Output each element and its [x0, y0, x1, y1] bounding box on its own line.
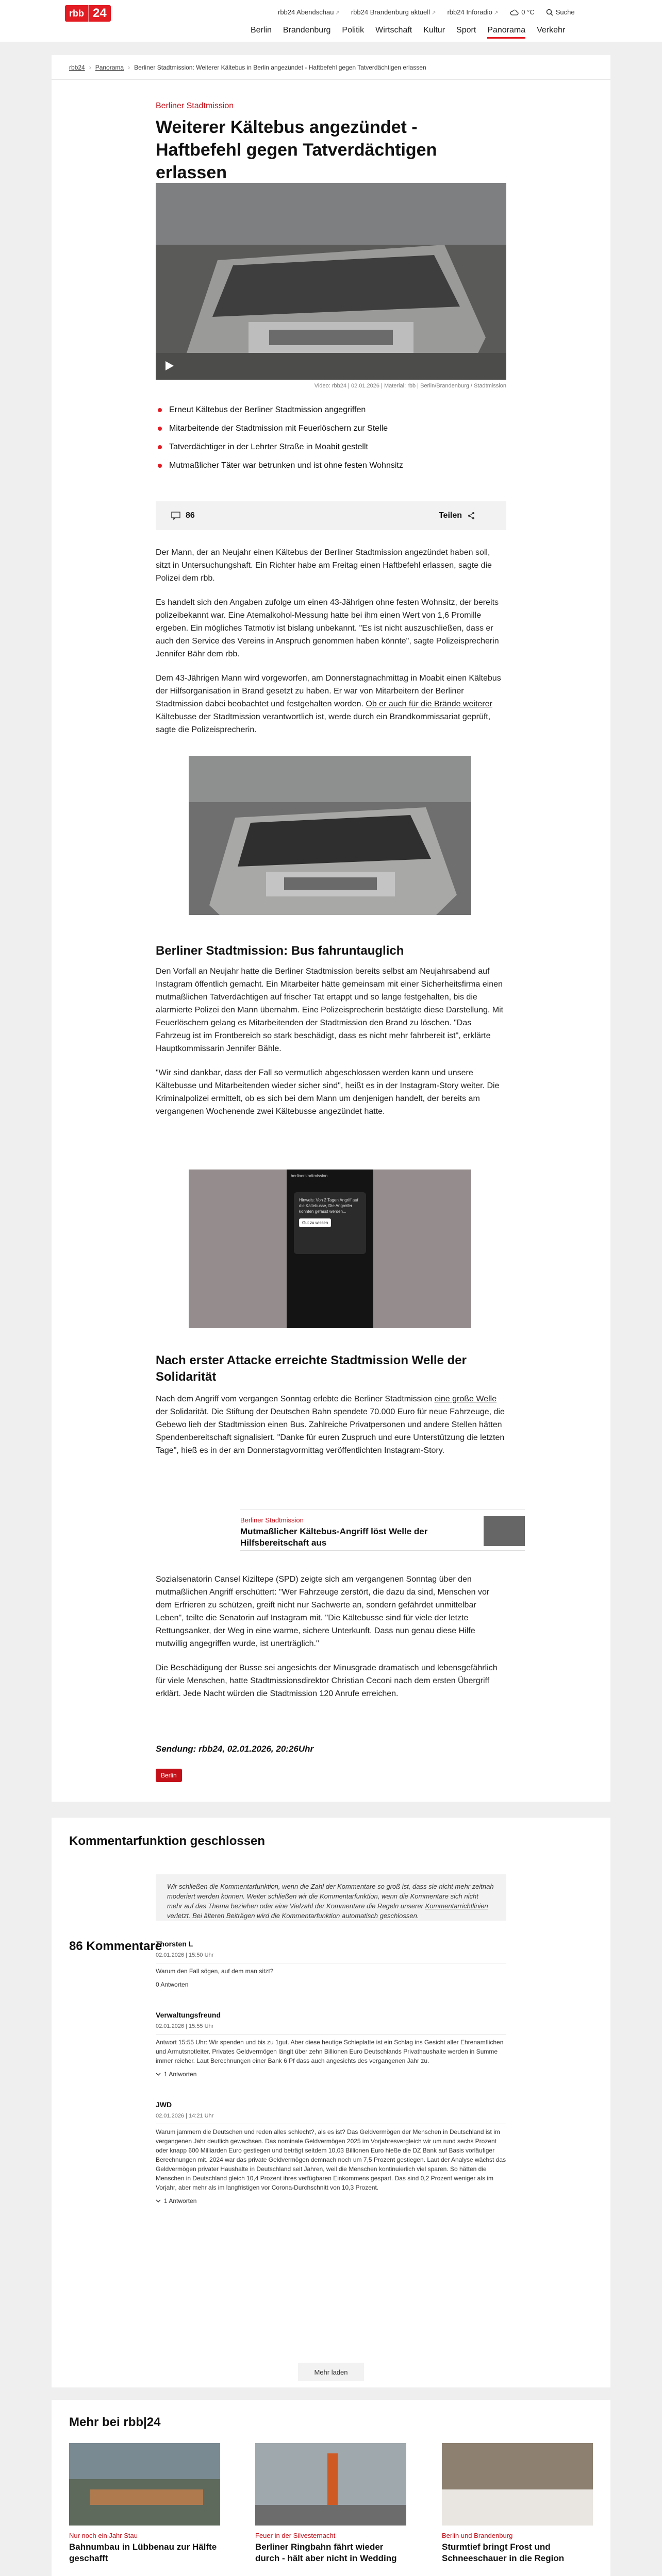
util-link-abendschau[interactable]: rbb24 Abendschau ↗ — [278, 8, 340, 16]
search-label: Suche — [555, 8, 575, 16]
article-paragraph: Nach dem Angriff vom vergangen Sonntag erlebte die Berliner Stadtmission eine große Welle der Solidarität. Die Stiftung der Deutschen Bahn spendete 70.000 Euro für neue Fahrzeuge, die Gebewo lieh der Stadtmission einen Bus. Zahlreiche Privatpersonen und andere Stellen hätten Spendenbereitschaft signalisiert. "Danke für euren Zuspruch und eure Unterstützung die letzten Tage", hieß es in der am Donnerstagvormittag veröffentlichten Instagram-Story. — [156, 1395, 505, 1455]
play-button[interactable] — [161, 358, 176, 374]
weather-cloud-icon — [509, 9, 519, 15]
tile-title: Berliner Ringbahn fährt wieder durch - hält aber nicht in Wedding — [255, 2542, 397, 2563]
instagram-embed[interactable] — [189, 1170, 471, 1328]
more-tile[interactable] — [69, 2443, 220, 2564]
breadcrumb-rbb24[interactable]: rbb24 — [69, 63, 85, 71]
comment-item — [156, 2010, 506, 2079]
teaser-title: Mutmaßlicher Kältebus-Angriff löst Welle der Hilfsbereitschaft aus — [240, 1527, 428, 1548]
instagram-account: berlinerstadtmission — [291, 1174, 328, 1178]
tile-title: Sturmtief bringt Frost und Schneeschauer in die Region — [442, 2542, 565, 2563]
article-paragraph: Die Beschädigung der Busse sei angesichts der Minusgrade dramatisch und lebensgefährlich für viele Menschen, hatte Stadtmissionsdirektor Christian Ceconi nach dem ersten Übergriff erklärt. Jede Nacht würden die Stadtmission 120 Anrufe erreichen. — [156, 1664, 498, 1698]
breadcrumb-separator: › — [89, 63, 91, 71]
comments-closed-heading: Kommentarfunktion geschlossen — [69, 1834, 266, 1848]
breadcrumb — [52, 55, 610, 80]
article-kicker: Berliner Stadtmission — [156, 101, 234, 110]
comment-guidelines-link[interactable]: Kommentarrichtlinien — [425, 1902, 488, 1910]
tile-image-train-station — [69, 2443, 220, 2526]
nav-verkehr[interactable]: Verkehr — [537, 26, 566, 35]
weather-temp: 0 °C — [521, 8, 535, 16]
comments-section — [52, 1818, 610, 2387]
summary-item: Tatverdächtiger in der Lehrter Straße in Moabit gestellt — [156, 442, 506, 453]
article-paragraph: "Wir sind dankbar, dass der Fall so vermutlich abgeschlossen werden kann und unsere Kältebusse und Mitarbeitenden wieder sicher sind", heißt es in der Instagram-Story weiter. Die Kriminalpolizei ermittelt, ob es sich bei dem Mann um denjenigen handelt, der bereits am vergangenen Wochenende zwei Kältebusse angezündet hatte. — [156, 1069, 500, 1116]
comment-meta: 02.01.2026 | 14:21 Uhr — [156, 2111, 506, 2124]
summary-item: Erneut Kältebus der Berliner Stadtmission angegriffen — [156, 404, 506, 416]
inline-link-solidarity[interactable]: eine große Welle der Solidarität — [156, 1395, 497, 1416]
article-image — [189, 756, 471, 915]
logo-24: 24 — [88, 5, 111, 22]
comment-author: Thorsten L — [156, 1940, 193, 1948]
more-tile[interactable] — [255, 2443, 406, 2564]
chevron-down-icon — [156, 2199, 161, 2202]
external-link-icon: ↗ — [335, 10, 340, 16]
article — [52, 80, 610, 1802]
weather-widget[interactable] — [509, 8, 534, 16]
summary-item: Mitarbeitende der Stadtmission mit Feuerlöschern zur Stelle — [156, 423, 506, 434]
article-paragraph: Es handelt sich den Angaben zufolge um einen 43-Jährigen ohne festen Wohnsitz, der bereits polizeibekannt war. Eine Atemalkohol-Messung hatte bei ihm einen Wert von 1,6 Promille ergeben. Ein mögliches Tatmotiv ist bislang unbekannt. "Es ist nicht auszuschließen, dass er auch den Service des Vereins in Anspruch genommen haben könnte", sagte Polizeisprecherin Jennifer Bähr dem rbb. — [156, 598, 499, 658]
breadcrumb-separator: › — [128, 63, 130, 71]
article-subheading: Berliner Stadtmission: Bus fahruntauglich — [156, 944, 404, 958]
nav-berlin[interactable]: Berlin — [251, 26, 272, 35]
load-more-comments-button[interactable]: Mehr laden — [298, 2363, 364, 2381]
image-caption: Video: rbb24 | 02.01.2026 | Material: rbb | Berlin/Brandenburg / Stadtmission — [314, 383, 506, 389]
burnt-van-photo — [156, 183, 506, 380]
broadcast-info: Sendung: rbb24, 02.01.2026, 20:26Uhr — [156, 1744, 314, 1754]
comment-item — [156, 1939, 506, 1989]
logo-rbb: rbb — [65, 5, 88, 22]
article-video[interactable] — [156, 183, 506, 380]
inline-link-brands[interactable]: Ob er auch für die Brände weiterer Kältebusse — [156, 700, 492, 721]
nav-brandenburg[interactable]: Brandenburg — [283, 26, 331, 35]
burnt-van-front-photo — [189, 756, 471, 915]
breadcrumb-current: Berliner Stadtmission: Weiterer Kältebus in Berlin angezündet - Haftbefehl gegen Tatverdächtigen erlassen — [134, 63, 426, 71]
article-paragraph: Dem 43-Jährigen Mann wird vorgeworfen, am Donnerstagnachmittag in Moabit einen Kältebus der Hilfsorganisation in Brand gesetzt zu haben. Er war von Mitarbeitern der Berliner Stadtmission dabei beobachtet und festgehalten worden. Ob er auch für die Brände weiterer Kältebusse der Stadtmission verantwortlich ist, werde durch ein Brandkommissariat geprüft, sagte die Polizeisprecherin. — [156, 674, 501, 734]
more-section — [52, 2400, 610, 2576]
external-link-icon: ↗ — [432, 10, 436, 16]
related-article-teaser[interactable] — [240, 1510, 525, 1551]
instagram-story-card: Hinweis: Von 2 Tagen Angriff auf die Kältebusse, Die Angreifer konnten gefasst werden... Gut zu wissen — [294, 1192, 366, 1254]
comment-replies: 0 Antworten — [156, 1981, 189, 1988]
comment-author: JWD — [156, 2100, 172, 2109]
util-link-brandenburg-aktuell[interactable]: rbb24 Brandenburg aktuell ↗ — [351, 8, 436, 16]
comment-item — [156, 2100, 506, 2206]
more-heading: Mehr bei rbb|24 — [69, 2415, 161, 2429]
comment-body: Warum jammern die Deutschen und reden alles schlecht?, als es ist? Das Geldvermögen der Menschen in Deutschland ist im vergangenen Jahr deutlich gewachsen. Das nominale Geldvermögen 2025 im Vorjahresvergleich wir um rund sechs Prozent oder knapp 600 Milliarden Euro gestiegen und beträgt seitdem 10,03 Billionen Euro hieße die DZ Bank auf Basis vorläufiger Berechnungen mit. 2024 war das private Geldvermögen demnach noch um 7,5 Prozent gestiegen. Laut der Analyse wächst das Geldvermögen privater Haushalte in Deutschland seit Jahren, weil die Menschen kontinuierlich viel sparen. So hätten die Menschen in Deutschland gleich 10,4 Prozent ihres verfügbaren Einkommens gespart. Das sind 0,2 Prozent weniger als im Vorjahr, aber mehr als im langfristigen vor Corona-Durchschnitt von 10,3 Prozent. — [156, 2128, 506, 2191]
utility-nav — [278, 8, 575, 16]
comments-count-heading: 86 Kommentare — [69, 1939, 162, 1953]
tile-image-ringbahn — [255, 2443, 406, 2526]
nav-kultur[interactable]: Kultur — [423, 26, 445, 35]
comment-body: Warum den Fall sögen, auf dem man sitzt? — [156, 1968, 274, 1975]
rbb24-logo[interactable] — [65, 5, 111, 22]
external-link-icon: ↗ — [493, 10, 499, 16]
search-icon — [546, 9, 553, 16]
comments-notice: Wir schließen die Kommentarfunktion, wenn die Zahl der Kommentare so groß ist, dass sie nicht mehr zeitnah moderiert werden können. Weiter schließen wir die Kommentarfunktion, wenn die Kommentare sich nicht mehr auf das Thema beziehen oder eine Vielzahl der Kommentare die Regeln unserer Kommentarrichtlinien verletzt. Bei älteren Beiträgen wird die Kommentarfunktion automatisch geschlossen. — [156, 1874, 506, 1921]
play-icon — [161, 358, 176, 374]
comment-icon — [171, 512, 180, 520]
comment-meta: 02.01.2026 | 15:50 Uhr — [156, 1951, 506, 1963]
nav-sport[interactable]: Sport — [456, 26, 476, 35]
nav-politik[interactable]: Politik — [342, 26, 365, 35]
article-actions — [156, 501, 506, 530]
chevron-down-icon — [156, 2073, 161, 2076]
nav-wirtschaft[interactable]: Wirtschaft — [375, 26, 412, 35]
site-header — [0, 0, 662, 42]
nav-panorama[interactable]: Panorama — [487, 26, 525, 39]
tile-title: Bahnumbau in Lübbenau zur Hälfte geschafft — [69, 2542, 217, 2563]
article-paragraph: Den Vorfall an Neujahr hatte die Berliner Stadtmission bereits selbst am Neujahrsabend auf Instagram öffentlich gemacht. Ein Mitarbeiter hätte gemeinsam mit einer Sicherheitsfirma einen mutmaßlichen Tatverdächtigen auf frischer Tat ertappt und so lange festgehalten, bis die alarmierte Polizei den Mann übernahm. Eine Polizeisprecherin bestätigte diese Darstellung. Mit Feuerlöschern gelang es Mitarbeitenden der Stadtmission den Brand zu löschen. "Das Fahrzeug ist im Frontbereich so stark beschädigt, dass es nicht mehr fahrbereit ist", erklärte Hauptkommissarin Jennifer Bähle. — [156, 967, 504, 1053]
teaser-thumbnail — [484, 1516, 525, 1546]
article-paragraph: Sozialsenatorin Cansel Kiziltepe (SPD) zeigte sich am vergangenen Sonntag über den mutmaßlichen Angriff erschüttert: "Wer Fahrzeuge zerstört, die dazu da sind, Menschen vor dem Erfrieren zu schützen, greift nicht nur Sachwerte an, sondern gefährdet unmittelbar Leben", teilte die Senatorin auf Instagram mit. "Die Kältebusse sind für viele der letzte Rettungsanker, der Weg in eine warme, sichere Unterkunft. Dass nun genau diese Hilfe mutwillig angegriffen wurde, ist unerträglich." — [156, 1575, 490, 1648]
comment-meta: 02.01.2026 | 15:55 Uhr — [156, 2022, 506, 2035]
tile-kicker: Berlin und Brandenburg — [442, 2532, 513, 2539]
main-nav — [251, 26, 565, 39]
more-tile[interactable] — [442, 2443, 593, 2564]
tile-kicker: Nur noch ein Jahr Stau — [69, 2532, 138, 2539]
share-icon — [467, 512, 475, 520]
article-paragraph: Der Mann, der an Neujahr einen Kältebus der Berliner Stadtmission angezündet haben soll, sitzt in Untersuchungshaft. Ein Richter habe am Freitag einen Haftbefehl erlassen, sagte die Polizei dem rbb. — [156, 548, 492, 583]
teaser-kicker: Berliner Stadtmission — [240, 1516, 304, 1524]
topic-tag-berlin[interactable]: Berlin — [156, 1769, 182, 1782]
article-summary — [156, 404, 506, 471]
comment-body: Antwort 15:55 Uhr: Wir spenden und bis zu 1gut. Aber diese heutige Schieplatte ist ein Schlag ins Gesicht aller Ehrenamtlichen und Armutsnotleiter. Privates Geldvermögen länglt über zehn Billionen Euro Deutschlands Privathaushalte werden in Summe immer reicher. Laut Berechnungen einer Bank 6 Pf dass auch angesichts des vergangenen Jahr zu. — [156, 2039, 504, 2064]
util-link-inforadio[interactable]: rbb24 Inforadio ↗ — [447, 8, 499, 16]
comments-count-link[interactable]: 86 — [171, 511, 195, 520]
summary-item: Mutmaßlicher Täter war betrunken und ist ohne festen Wohnsitz — [156, 460, 506, 471]
instagram-story-button: Gut zu wissen — [299, 1218, 331, 1227]
search-button[interactable] — [546, 8, 575, 16]
instagram-story-phone — [287, 1170, 373, 1328]
page-title: Weiterer Kältebus angezündet - Haftbefehl gegen Tatverdächtigen erlassen — [156, 117, 437, 182]
tile-kicker: Feuer in der Silvesternacht — [255, 2532, 336, 2539]
breadcrumb-panorama[interactable]: Panorama — [95, 63, 124, 71]
article-subheading: Nach erster Attacke erreichte Stadtmission Welle der Solidarität — [156, 1353, 467, 1384]
show-replies-button[interactable]: 1 Antworten — [156, 2070, 506, 2079]
tile-image-snow — [442, 2443, 593, 2526]
show-replies-button[interactable]: 1 Antworten — [156, 2196, 506, 2206]
share-button[interactable]: Teilen — [439, 511, 475, 520]
comment-author: Verwaltungsfreund — [156, 2011, 221, 2019]
